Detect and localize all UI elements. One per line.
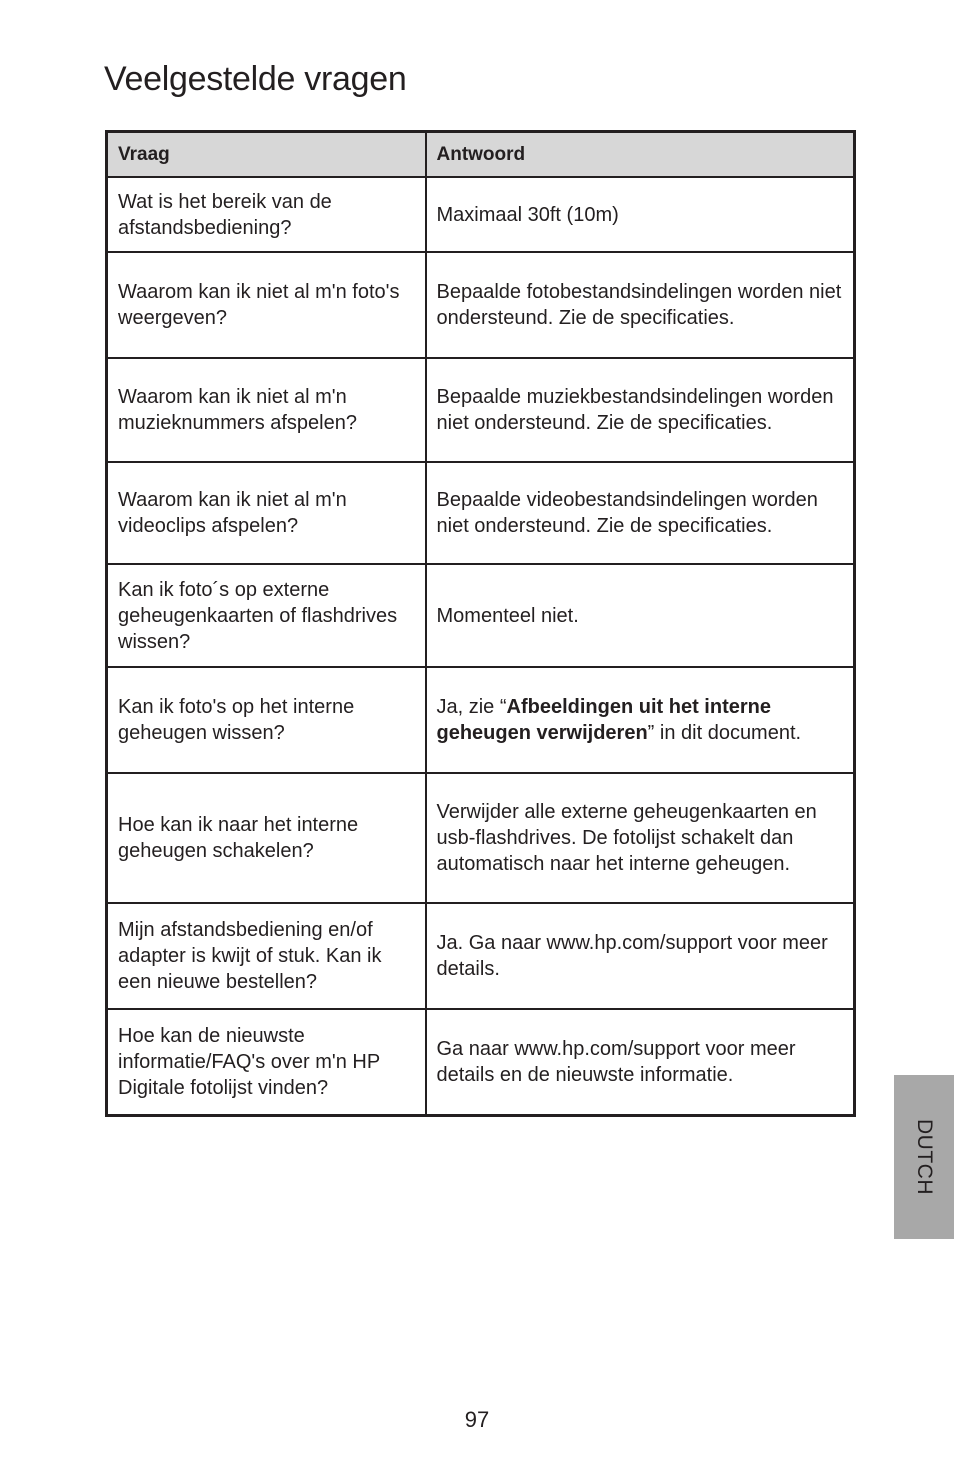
table-row (107, 773, 855, 903)
answer-cell: Verwijder alle externe geheugenkaarten en usb-flashdrives. De fotolijst schakelt dan automatisch naar het interne geheugen. (426, 773, 855, 903)
answer-cell: Bepaalde fotobestandsindelingen worden niet ondersteund. Zie de specificaties. (426, 252, 855, 358)
answer-text-prefix: Ja, zie “ (436, 696, 507, 718)
question-cell: Wat is het bereik van de afstandsbediening? (107, 177, 426, 252)
answer-cell: Bepaalde videobestandsindelingen worden niet ondersteund. Zie de specificaties. (426, 462, 855, 564)
column-header-answer: Antwoord (426, 132, 855, 178)
page-title: Veelgestelde vragen (104, 60, 407, 98)
table-row (107, 462, 855, 564)
language-side-tab (894, 1075, 954, 1239)
answer-document-reference: Afbeeldingen uit het interne geheugen verwijderen (436, 696, 771, 744)
table-row (107, 667, 855, 773)
column-header-question: Vraag (107, 132, 426, 178)
question-cell: Waarom kan ik niet al m'n foto's weergeven? (107, 252, 426, 358)
question-cell: Mijn afstandsbediening en/of adapter is kwijt of stuk. Kan ik een nieuwe bestellen? (107, 903, 426, 1009)
answer-cell: Ja. Ga naar www.hp.com/support voor meer details. (426, 903, 855, 1009)
question-cell: Waarom kan ik niet al m'n videoclips afspelen? (107, 462, 426, 564)
question-cell: Hoe kan de nieuwste informatie/FAQ's over m'n HP Digitale fotolijst vinden? (107, 1009, 426, 1115)
answer-cell: Momenteel niet. (426, 564, 855, 667)
answer-text-suffix: ” in dit document. (647, 722, 802, 744)
language-label: DUTCH (913, 1119, 936, 1195)
table-row (107, 252, 855, 358)
answer-cell (426, 667, 855, 773)
question-cell: Waarom kan ik niet al m'n muzieknummers afspelen? (107, 358, 426, 462)
table-header-row (107, 132, 855, 178)
table-row (107, 358, 855, 462)
answer-cell: Maximaal 30ft (10m) (426, 177, 855, 252)
table-row (107, 903, 855, 1009)
answer-cell: Bepaalde muziekbestandsindelingen worden niet ondersteund. Zie de specificaties. (426, 358, 855, 462)
faq-table (105, 130, 856, 1117)
answer-cell: Ga naar www.hp.com/support voor meer details en de nieuwste informatie. (426, 1009, 855, 1115)
page-number: 97 (464, 1407, 490, 1432)
table-row (107, 1009, 855, 1115)
question-cell: Kan ik foto´s op externe geheugenkaarten of flashdrives wissen? (107, 564, 426, 667)
question-cell: Hoe kan ik naar het interne geheugen schakelen? (107, 773, 426, 903)
table-row (107, 564, 855, 667)
table-row (107, 177, 855, 252)
question-cell: Kan ik foto's op het interne geheugen wissen? (107, 667, 426, 773)
